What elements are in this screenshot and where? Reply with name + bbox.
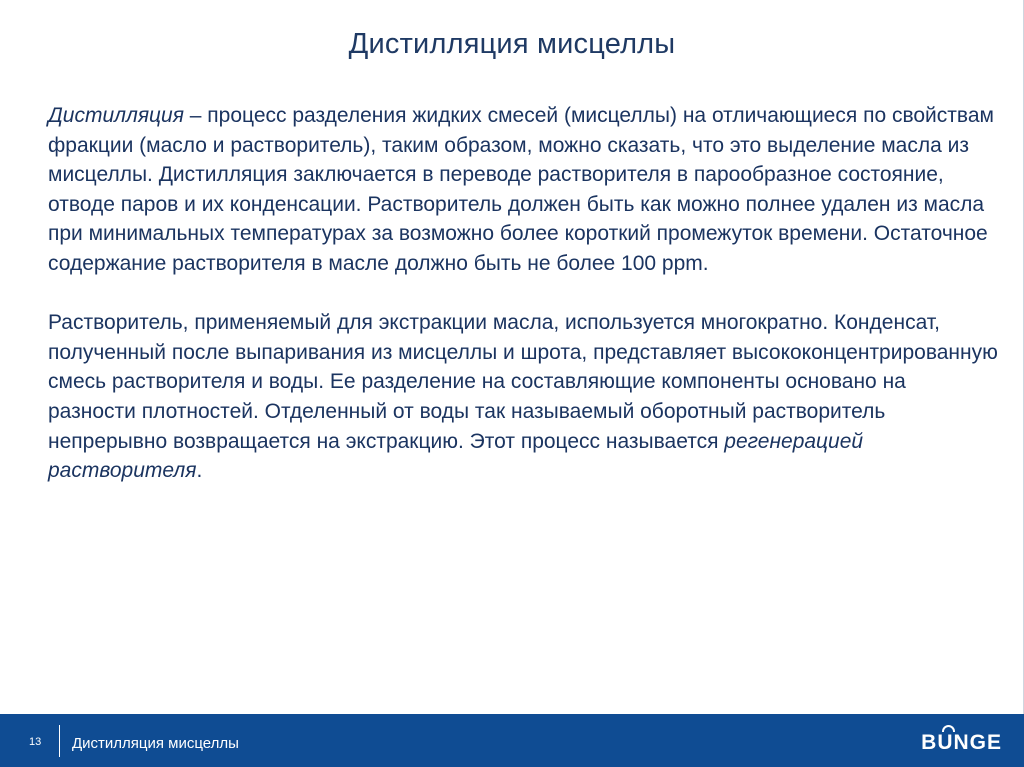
paragraph-distillation-text: – процесс разделения жидких смесей (мисцеллы) на отличающиеся по свойствам фракции (масло и растворитель), таким образом, можно сказать, что это выделение масла из мисцеллы. Дистилляция заключается в переводе растворителя в парообразное состояние, отводе паров и их конденсации. Растворитель должен быть как можно полнее удален из масла при минимальных температурах за возможно более короткий промежуток времени. Остаточное содержание растворителя в масле должно быть не более 100 ppm. (48, 104, 994, 275)
logo-text: BUNGE (921, 731, 1002, 754)
term-distillation: Дистилляция (48, 104, 184, 127)
page-number: 13 (29, 736, 42, 748)
slide-body (48, 101, 998, 486)
logo-arch-icon (942, 725, 955, 732)
bunge-logo (921, 731, 1002, 755)
footer-bar (0, 714, 1024, 767)
paragraph-solvent-text: Растворитель, применяемый для экстракции масла, используется многократно. Конденсат, полученный после выпаривания из мисцеллы и шрота, представляет высококонцентрированную смесь растворителя и воды. Ее разделение на составляющие компоненты основано на разности плотностей. Отделенный от воды так называемый оборотный растворитель непрерывно возвращается на экстракцию. Этот процесс называется (48, 311, 998, 453)
paragraph-solvent-end: . (196, 459, 203, 483)
paragraph-solvent (48, 308, 998, 486)
paragraph-distillation (48, 101, 998, 279)
term-solvent-regeneration: регенерацией растворителя (48, 429, 864, 483)
slide-title: Дистилляция мисцеллы (348, 28, 676, 60)
footer-title: Дистилляция мисцеллы (72, 735, 239, 752)
footer-divider (59, 725, 60, 757)
